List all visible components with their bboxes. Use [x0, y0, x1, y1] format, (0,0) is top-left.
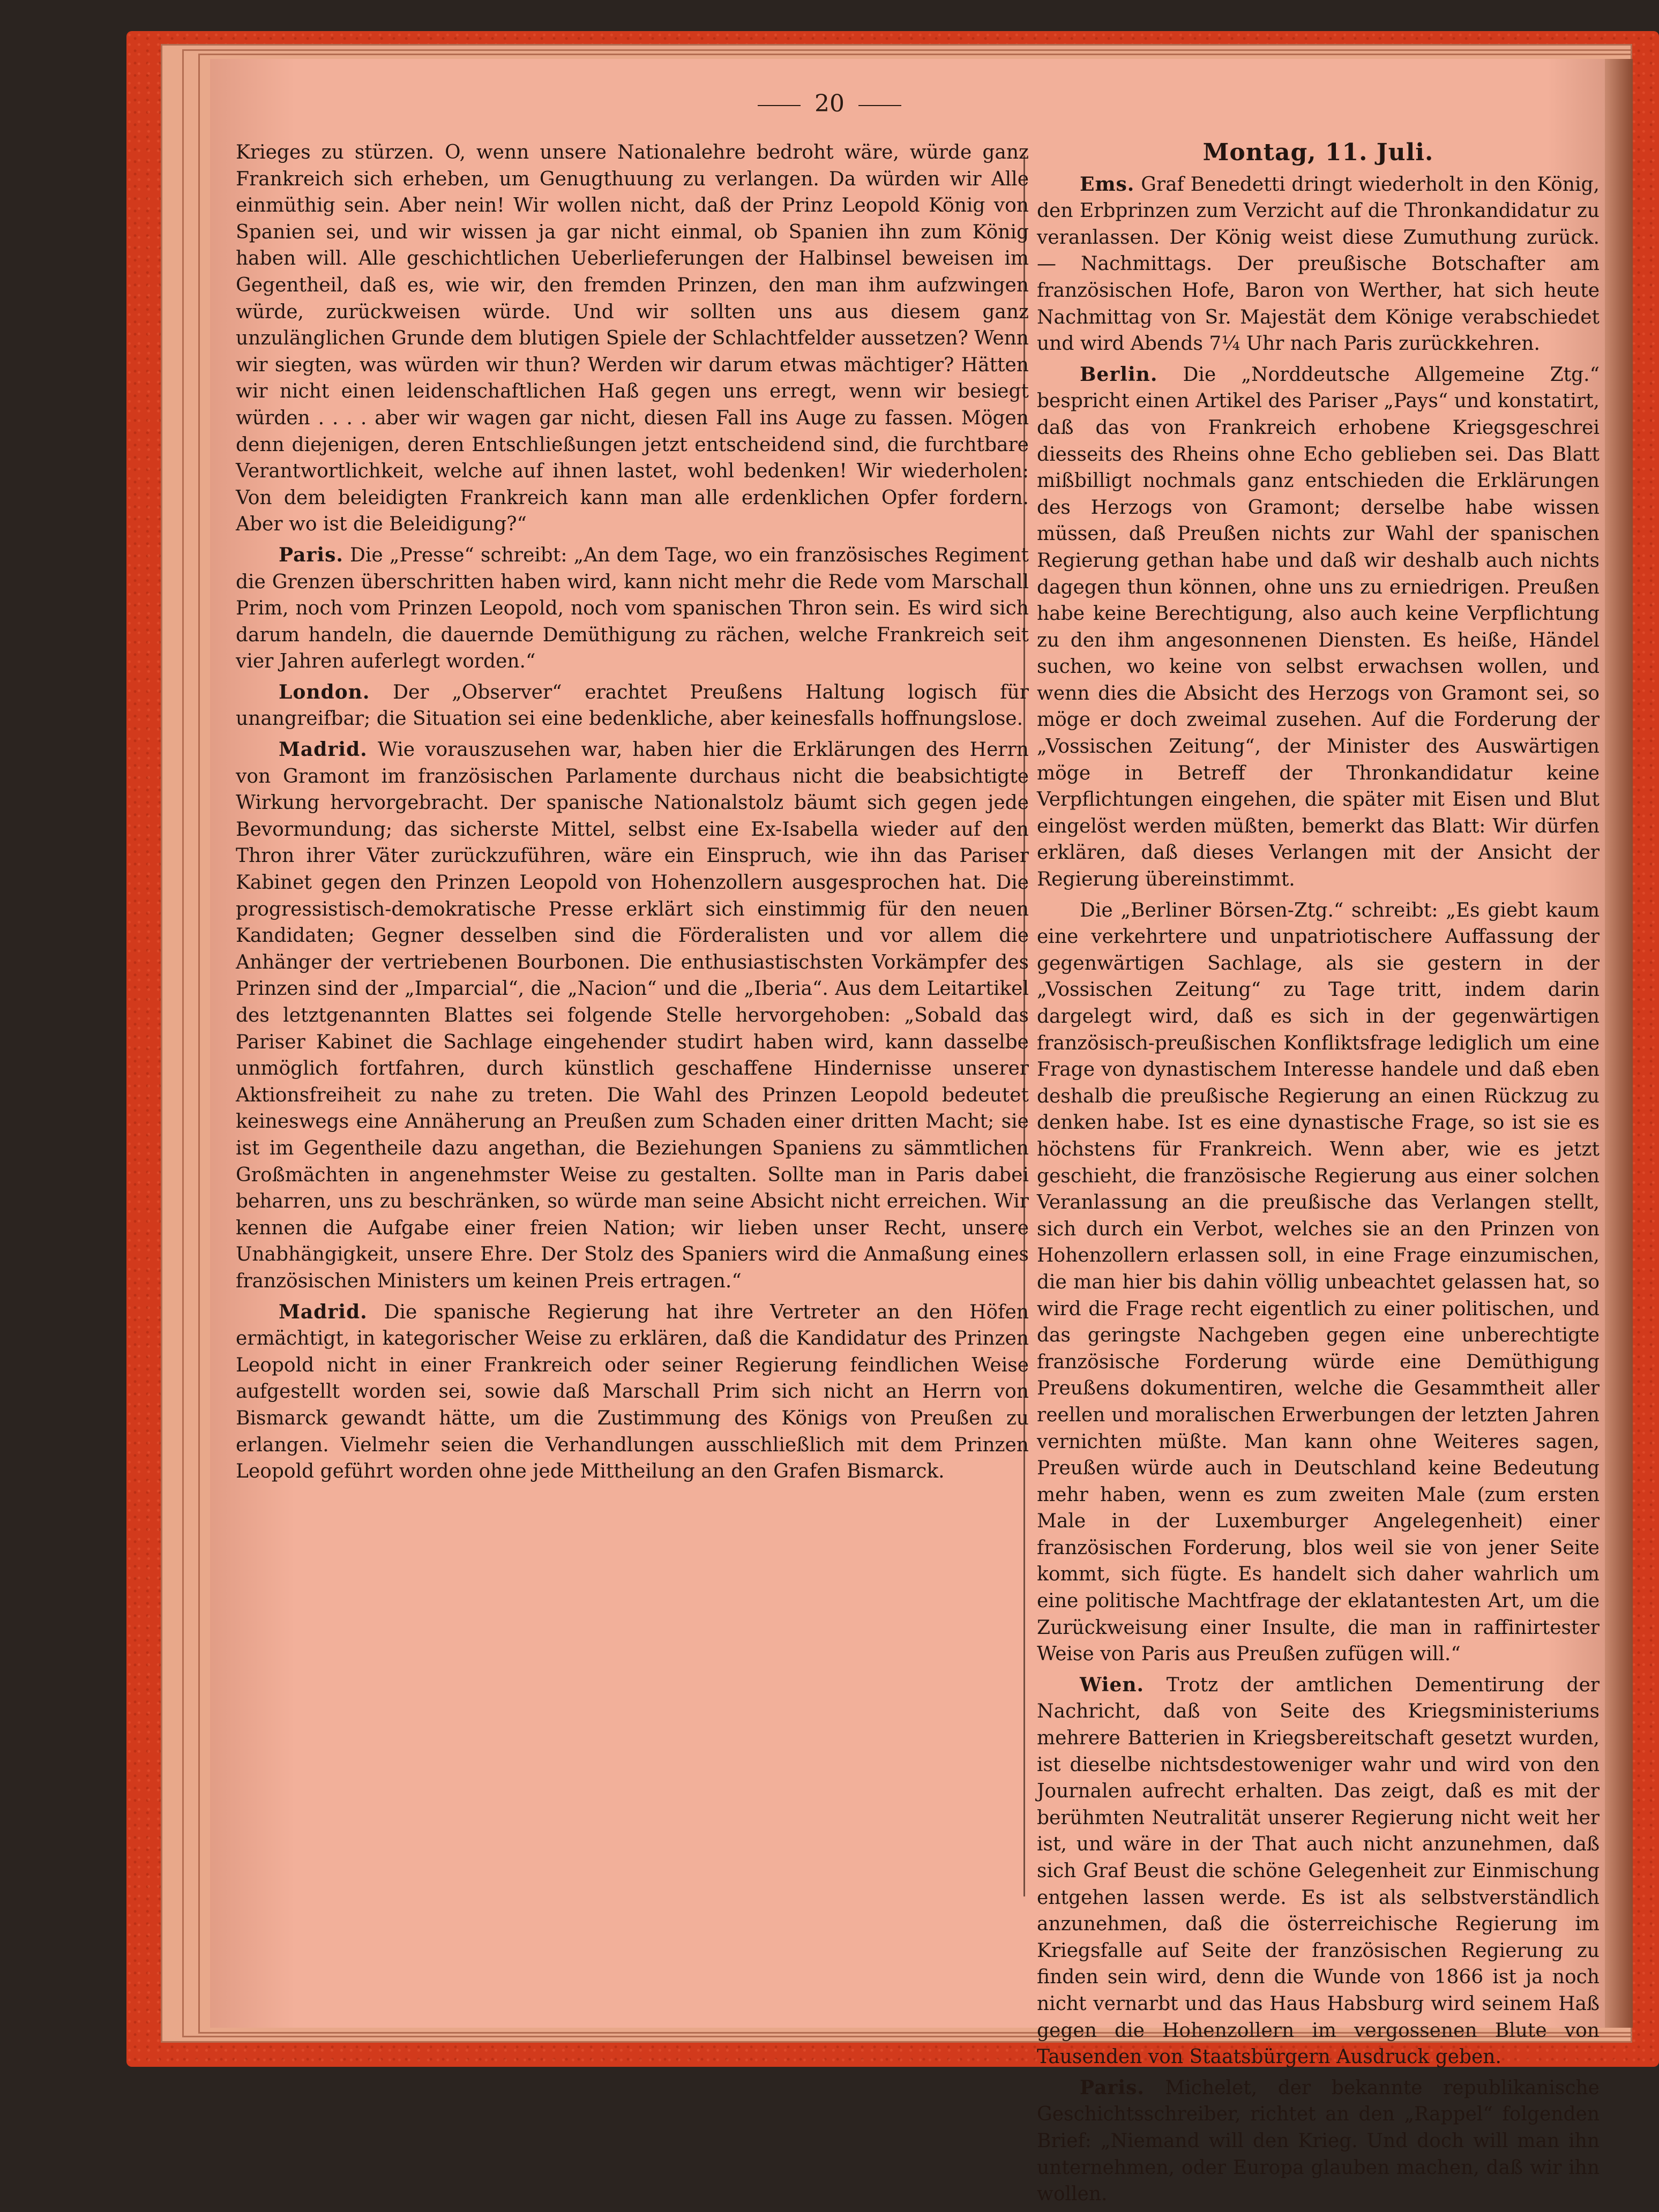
- article-text: Michelet, der bekannte republikanische Geschichtsschreiber, richtet an den „Rappel“ folgenden Brief: „Niemand will den Krieg. Und doch will man ihn unternehmen, oder Europa glauben machen, daß wir ihn wollen.: [1037, 2076, 1600, 2206]
- dateline: Madrid.: [279, 1300, 368, 1323]
- dateline: Paris.: [1080, 2076, 1145, 2099]
- article-text: Der „Observer“ erachtet Preußens Haltung logisch für unangreifbar; die Situation sei eine bedenkliche, aber keinesfalls hoffnungslose.: [236, 681, 1029, 730]
- news-item: [236, 679, 1029, 732]
- article-text: Die „Presse“ schreibt: „An dem Tage, wo ein französisches Regiment die Grenzen überschritten haben wird, kann nicht mehr die Rede vom Marschall Prim, noch vom Prinzen Leopold, noch vom spanischen Thron sein. Es wird sich darum handeln, die dauernde Demüthigung zu rächen, welche Frankreich seit vier Jahren auferlegt worden.“: [236, 544, 1029, 673]
- news-item: [236, 737, 1029, 1294]
- date-heading: Montag, 11. Juli.: [1202, 139, 1434, 166]
- dateline: Paris.: [279, 543, 343, 566]
- news-item: [1037, 897, 1600, 1668]
- left-column: [236, 139, 1029, 1489]
- news-item: [1037, 171, 1600, 357]
- article-paragraph: [236, 139, 1029, 538]
- news-item: [1037, 362, 1600, 893]
- article-text: Krieges zu stürzen. O, wenn unsere Nationalehre bedroht wäre, würde ganz Frankreich sich erheben, um Genugthuung zu verlangen. Da würden wir Alle einmüthig sein. Aber nein! Wir wollen nicht, daß der Prinz Leopold König von Spanien sei, und wir wissen ja gar nicht einmal, ob Spanien ihn zum König haben will. Alle geschichtlichen Ueberlieferungen der Halbinsel beweisen im Gegentheil, daß es, wie wir, den fremden Prinzen, den man ihm aufzwingen würde, zurückweisen würde. Und wir sollten uns aus diesem ganz unzulänglichen Grunde dem blutigen Spiele der Schlachtfelder aussetzen? Wenn wir siegten, was würden wir thun? Werden wir darum etwas mächtiger? Hätten wir nicht einen leidenschaftlichen Haß gegen uns erregt, wenn wir besiegt würden . . . . aber wir wagen gar nicht, diesen Fall ins Auge zu fassen. Mögen denn diejenigen, deren Entschließungen jetzt entscheidend sind, die furchtbare Verantwortlichkeit, welche auf ihnen lastet, wohl bedenken! Wir wiederholen: Von dem beleidigten Frankreich kann man alle erdenklichen Opfer fordern. Aber wo ist die Beleidigung?“: [236, 141, 1029, 536]
- dateline: Madrid.: [279, 738, 368, 761]
- page-number: [0, 90, 1659, 117]
- article-text: Die „Norddeutsche Allgemeine Ztg.“ bespricht einen Artikel des Pariser „Pays“ und konstatirt, daß das von Frankreich erhobene Kriegsgeschrei diesseits des Rheins ohne Echo geblieben sei. Das Blatt mißbilligt nochmals ganz entschieden die Erklärungen des Herzogs von Gramont; derselbe habe wissen müssen, daß Preußen nichts zur Wahl der spanischen Regierung gethan habe und daß wir deshalb auch nichts dagegen thun können, ohne uns zu erniedrigen. Preußen habe keine Berechtigung, also auch keine Verpflichtung zu den ihm angesonnenen Diensten. Es heiße, Händel suchen, wo keine von selbst erwachsen wollen, und wenn dies die Absicht des Herzogs von Gramont sei, so möge er doch zweimal zusehen. Auf die Forderung der „Vossischen Zeitung“, der Minister des Auswärtigen möge in Betreff der Thronkandidatur keine Verpflichtungen eingehen, die später mit Eisen und Blut eingelöst werden müßten, bemerkt das Blatt: Wir dürfen erklären, daß dieses Verlangen mit der Ansicht der Regierung übereinstimmt.: [1037, 363, 1600, 891]
- news-item: [1037, 1672, 1600, 2071]
- article-text: Wie vorauszusehen war, haben hier die Erklärungen des Herrn von Gramont im französischen Parlamente durchaus nicht die beabsichtigte Wirkung hervorgebracht. Der spanische Nationalstolz bäumt sich gegen jede Bevormundung; das sicherste Mittel, selbst eine Ex-Isabella wieder auf den Thron ihrer Väter zurückzuführen, wäre ein Einspruch, wie ihn das Pariser Kabinet gegen den Prinzen Leopold von Hohenzollern ausgesprochen hat. Die progressistisch-demokratische Presse erklärt sich einstimmig für den neuen Kandidaten; Gegner desselben sind die Förderalisten und vor allem die Anhänger der vertriebenen Bourbonen. Die enthusiastischsten Vorkämpfer des Prinzen sind der „Imparcial“, die „Nacion“ und die „Iberia“. Aus dem Leitartikel des letztgenannten Blattes sei folgende Stelle hervorgehoben: „Sobald das Pariser Kabinet die Sachlage eingehender studirt haben wird, kann dasselbe unmöglich fortfahren, durch künstlich geschaffene Hindernisse unserer Aktionsfreiheit zu nahe zu treten. Die Wahl des Prinzen Leopold bedeutet keineswegs eine Annäherung an Preußen zum Schaden einer dritten Macht; sie ist im Gegentheile dazu angethan, die Beziehungen Spaniens zu sämmtlichen Großmächten in angenehmster Weise zu gestalten. Sollte man in Paris dabei beharren, uns zu beschränken, so würde man seine Absicht nicht erreichen. Wir kennen die Aufgabe einer freien Nation; wir lieben unser Recht, unsere Unabhängigkeit, unsere Ehre. Der Stolz des Spaniers wird die Anmaßung eines französischen Ministers um keinen Preis ertragen.“: [236, 739, 1029, 1292]
- dateline: Ems.: [1080, 173, 1135, 196]
- page-number-text: 20: [814, 90, 845, 117]
- article-text: Die „Berliner Börsen-Ztg.“ schreibt: „Es giebt kaum eine verkehrtere und unpatriotischere Auffassung der gegenwärtigen Sachlage, als sie gestern in der „Vossischen Zeitung“ zu Tage tritt, indem darin dargelegt wird, daß es sich in der gegenwärtigen französisch-preußischen Konfliktsfrage lediglich um eine Frage von dynastischem Interesse handele und daß eben deshalb die preußische Regierung an einen Rückzug zu denken habe. Ist es eine dynastische Frage, so ist sie es höchstens für Frankreich. Wenn aber, wie es jetzt geschieht, die französische Regierung aus einer solchen Veranlassung an die preußische das Verlangen stellt, sich durch ein Verbot, welches sie an den Prinzen von Hohenzollern erlassen soll, in eine Frage einzumischen, die man hier bis dahin völlig unbeachtet gelassen hat, so wird die Frage recht eigentlich zu einer politischen, und das geringste Nachgeben gegen eine unberechtigte französische Forderung würde eine Demüthigung Preußens dokumentiren, welche die Gesammtheit aller reellen und moralischen Erwerbungen der letzten Jahren vernichten müßte. Man kann ohne Weiteres sagen, Preußen würde auch in Deutschland keine Bedeutung mehr haben, wenn es zum zweiten Male (zum ersten Male in der Luxemburger Angelegenheit) einer französischen Forderung, blos weil sie von jener Seite kommt, sich fügte. Es handelt sich daher wahrlich um eine politische Machtfrage der eklatantesten Art, um die Zurückweisung einer Insulte, die man in raffinirtester Weise von Paris aus Preußen zufügen will.“: [1037, 899, 1600, 1666]
- dateline: Wien.: [1080, 1673, 1145, 1696]
- news-item: [1037, 2075, 1600, 2208]
- dateline: London.: [279, 680, 370, 703]
- page-number-rule-left: [758, 105, 801, 106]
- right-column: [1037, 139, 1600, 2212]
- news-item: [236, 542, 1029, 675]
- book-spine: [1605, 59, 1633, 2028]
- article-text: Trotz der amtlichen Dementirung der Nachricht, daß von Seite des Kriegsministeriums mehrere Batterien in Kriegsbereitschaft gesetzt wurden, ist dieselbe nichtsdestoweniger wahr und wird von den Journalen aufrecht erhalten. Das zeigt, daß es mit der berühmten Neutralität unserer Regierung nicht weit her ist, und wäre in der That auch nicht anzunehmen, daß sich Graf Beust die schöne Gelegenheit zur Einmischung entgehen lassen werde. Es ist als selbstverständlich anzunehmen, daß die österreichische Regierung im Kriegsfalle auf Seite der französischen Regierung zu finden sein wird, denn die Wunde von 1866 ist ja noch nicht vernarbt und das Haus Habsburg wird seinem Haß gegen die Hohenzollern im vergossenen Blute von Tausenden von Staatsbürgern Ausdruck geben.: [1037, 1674, 1600, 2068]
- article-text: Die spanische Regierung hat ihre Vertreter an den Höfen ermächtigt, in kategorischer Weise zu erklären, daß die Kandidatur des Prinzen Leopold nicht in einer Frankreich oder seiner Regierung feindlichen Weise aufgestellt worden sei, sowie daß Marschall Prim sich nicht an Herrn von Bismarck gewandt hätte, um die Zustimmung des Königs von Preußen zu erlangen. Vielmehr seien die Verhandlungen ausschließlich mit dem Prinzen Leopold geführt worden ohne jede Mittheilung an den Grafen Bismarck.: [236, 1301, 1029, 1483]
- news-item: [236, 1299, 1029, 1485]
- dateline: Berlin.: [1080, 363, 1158, 386]
- article-text: Graf Benedetti dringt wiederholt in den König, den Erbprinzen zum Verzicht auf die Thronkandidatur zu veranlassen. Der König weist diese Zumuthung zurück. — Nachmittags. Der preußische Botschafter am französischen Hofe, Baron von Werther, hat sich heute Nachmittag von Sr. Majestät dem Könige verabschiedet und wird Abends 7¼ Uhr nach Paris zurückkehren.: [1037, 173, 1600, 355]
- page-number-rule-right: [858, 105, 901, 106]
